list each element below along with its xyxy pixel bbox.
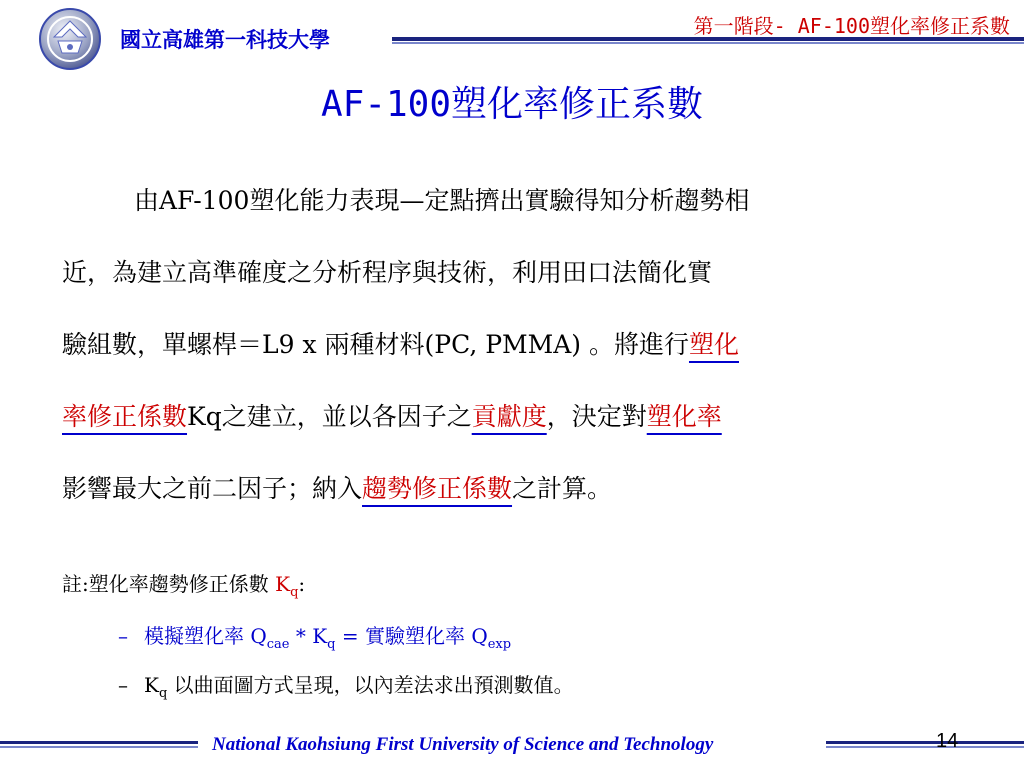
body-paragraph (62, 165, 962, 525)
highlighted-term: 趨勢修正係數 (362, 474, 513, 503)
paragraph-line (62, 309, 962, 381)
paragraph-line (62, 237, 962, 309)
university-name: 國立高雄第一科技大學 (120, 28, 330, 52)
paragraph-text: 由AF-100塑化能力表現—定點擠出實驗得知分析趨勢相 (134, 186, 750, 215)
footer-university-english: National Kaohsiung First University of Science and Technology (212, 734, 714, 755)
highlighted-term: 貢獻度 (471, 402, 547, 431)
note-line (62, 568, 305, 600)
bullet-surface-plot: – $K_q$ 以曲面圖方式呈現，以內差法求出預測數值。 (118, 673, 574, 701)
footer-rule-left-thin (0, 746, 198, 748)
university-logo-icon (37, 7, 103, 71)
bullet-formula: – 模擬塑化率 $Q_{cae} * K_q$ = 實驗塑化率 $Q_{exp}$ (118, 624, 512, 652)
note-k: $K_q$ (275, 572, 299, 600)
paragraph-line (62, 381, 962, 453)
note-suffix: : (298, 572, 306, 596)
header-rule-thin (392, 42, 1024, 44)
footer-rule-left (0, 741, 198, 744)
paragraph-text: ，決定對 (546, 402, 647, 431)
slide-title: AF-100塑化率修正系數 (320, 84, 704, 125)
page-number: 14 (936, 730, 959, 752)
footer-rule-right-thin (826, 746, 1024, 748)
paragraph-text: 驗組數，單螺桿＝L9 x 兩種材料(PC, PMMA) 。將進行 (62, 330, 689, 359)
paragraph-line (62, 453, 962, 525)
highlighted-term: 塑化率 (646, 402, 722, 431)
section-title: 第一階段- AF-100塑化率修正系數 (693, 14, 1010, 38)
highlighted-term: 率修正係數 (62, 402, 188, 431)
note-prefix: 註:塑化率趨勢修正係數 (62, 572, 276, 596)
paragraph-text: 影響最大之前二因子；納入 (62, 474, 363, 503)
highlighted-term: 塑化 (688, 330, 739, 359)
paragraph-text: 之計算。 (512, 474, 613, 503)
paragraph-line (62, 165, 962, 237)
footer-rule-right (826, 741, 1024, 744)
paragraph-text: 近，為建立高準確度之分析程序與技術，利用田口法簡化實 (62, 258, 713, 287)
paragraph-text: Kq之建立，並以各因子之 (187, 402, 472, 431)
